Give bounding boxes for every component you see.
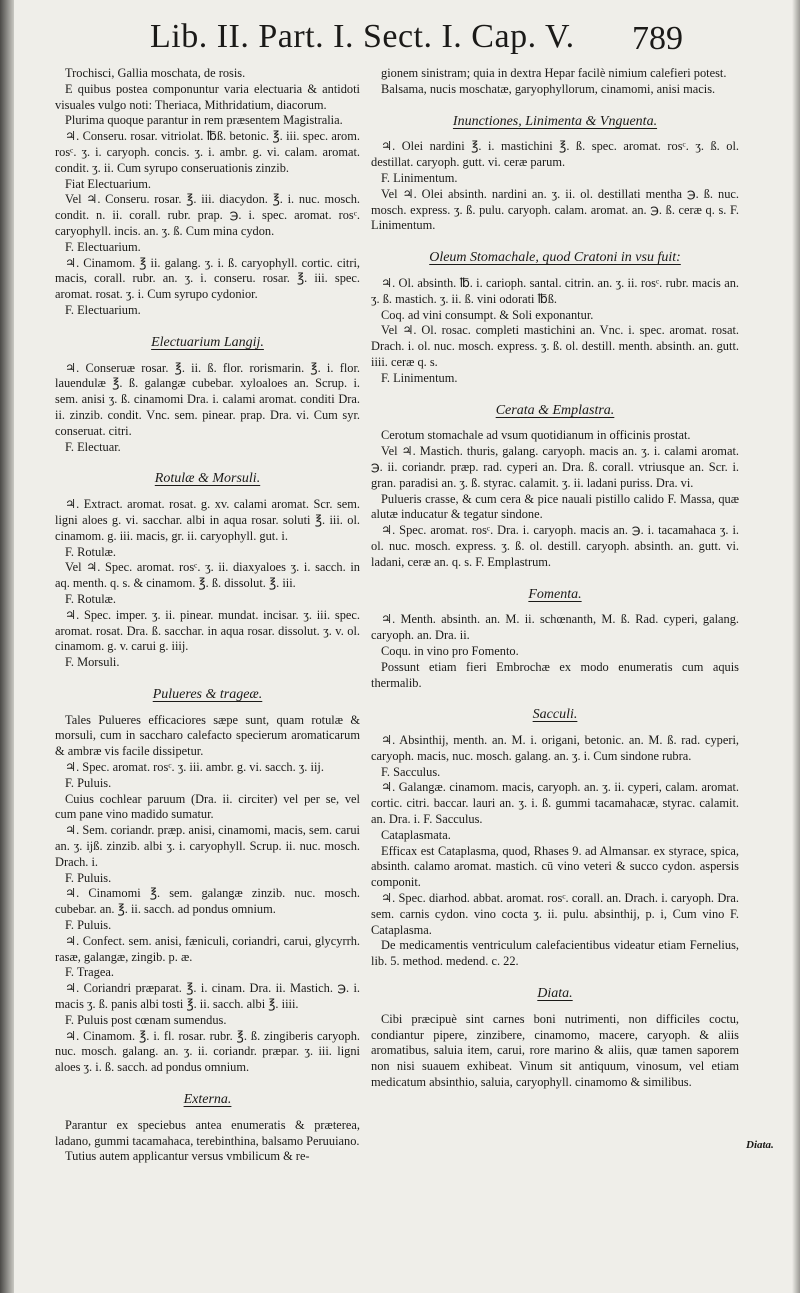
text-paragraph: F. Rotulæ. [65,544,116,559]
text-paragraph: ♃. Galangæ. cinamom. macis, caryoph. an. ʒ. ii. cyperi, calam. aromat. cortic. citri. baccar. lauri an. ʒ. i. ß. gummi tacamahacæ, styrac. calamit. an. Dra. i. F. Sacculus. [371,780,739,827]
section-heading-wrap [55,687,360,703]
text-paragraph: ♃. Spec. aromat. rosᶜ. Dra. i. caryoph. macis an. ℈. i. tacamahaca ʒ. i. ol. nuc. mosch. express. ʒ. ß. ol. destill. caryoph. absinth. an. gutt. vi. ladani, ceræ an. q. s. F. Emplastrum. [371,523,739,569]
text-paragraph: Tales Pulueres efficaciores sæpe sunt, quam rotulæ & morsuli, cum in saccharo calefacto specierum aromaticarum & ambræ vis facile dissipetur. [55,712,360,759]
text-paragraph: Cataplasmata. [381,827,451,842]
text-paragraph: ♃. Cinamomi ℥. sem. galangæ zinzib. nuc. mosch. cubebar. an. ℥. ii. sacch. ad pondus omnium. [55,886,360,917]
text-paragraph: Pulueris crasse, & cum cera & pice nauali pistillo calido F. Massa, quæ alutæ inducatur & tegatur sindone. [371,491,739,522]
text-paragraph: E quibus postea componuntur varia electuaria & antidoti visuales vulgo noti: Theriaca, Mithridatium, diacorum. [55,81,360,112]
text-paragraph: ♃. Ol. absinth. ℔. i. carioph. santal. citrin. an. ʒ. ii. rosᶜ. rubr. macis an. ʒ. ß. mastich. ʒ. ii. ß. vini odorati ℔ß. [371,275,739,306]
text-paragraph: Vel ♃. Mastich. thuris, galang. caryoph. macis an. ʒ. i. calami aromat. ℈. ii. coriandr. præp. rad. cyperi an. Dra. ß. corall. vtriusque an. Scr. i. gran. paradisi an. ʒ. ß. styrac. calamit. ʒ. ii. ladani puriss. Dra. vi. [371,444,739,490]
text-paragraph: Possunt etiam fieri Embrochæ ex modo enumeratis cum aquis thermalib. [371,659,739,690]
text-paragraph: ♃. Spec. aromat. rosᶜ. ʒ. iii. ambr. g. vi. sacch. ʒ. iij. [65,760,324,775]
text-paragraph: De medicamentis ventriculum calefacientibus videatur etiam Fernelius, lib. 5. method. medend. c. 22. [371,938,739,969]
text-paragraph: F. Electuarium. [65,302,141,317]
binding-shadow [0,0,14,1293]
text-paragraph: Parantur ex speciebus antea enumeratis & præterea, ladano, gummi tacamahaca, terebinthina, balsamo Peruuiano. [55,1117,360,1148]
text-paragraph: F. Puluis. [65,918,112,933]
text-paragraph: ♃. Conseruæ rosar. ℥. ii. ß. flor. rorismarin. ℥. i. flor. lauendulæ ℥. ß. galangæ cubebar. xyloaloes an. Scrup. i. sem. anisi ʒ. ß. cinamomi Dra. i. calami aromat. conditi Dra. ii. zinzib. condit. Vnc. sem. pinear. prap. Dra. vi. Cum syr. conseruat. citri. [55,360,360,438]
text-paragraph: Vel ♃. Conseru. rosar. ℥. iii. diacydon. ℥. i. nuc. mosch. condit. n. ii. corall. rubr. prap. ℈. i. spec. aromat. rosᶜ. caryophyll. incis. an. ʒ. ß. Cum mina cydon. [55,192,360,238]
text-paragraph: F. Morsuli. [65,655,120,670]
text-paragraph: ♃. Spec. diarhod. abbat. aromat. rosᶜ. corall. an. Drach. i. caryoph. Dra. sem. carnis cydon. vino cocta ʒ. ii. pulu. absinthij, p. i, Cum vino F. Cataplasma. [371,891,739,937]
text-paragraph: F. Sacculus. [381,764,441,779]
text-paragraph: Trochisci, Gallia moschata, de rosis. [65,66,246,80]
text-paragraph: Cuius cochlear paruum (Dra. ii. circiter) vel per se, vel cum pane vino madido sumatur. [55,791,360,822]
text-paragraph: F. Puluis. [65,870,112,885]
section-heading-wrap [55,335,360,351]
text-paragraph: ♃. Coriandri præparat. ℥. i. cinam. Dra. ii. Mastich. ℈. i. macis ʒ. ß. panis albi tosti ℥. ii. sacch. albi ℥. iiii. [55,981,360,1012]
text-paragraph: ♃. Cinamom. ℥. i. fl. rosar. rubr. ℥. ß. zingiberis caryoph. nuc. mosch. galang. an. ʒ. ii. coriandr. præpar. ʒ. iii. ligni aloes ʒ. i. ß. sacch. ad pondus omnium. [55,1028,360,1075]
section-heading-wrap [371,403,739,419]
text-paragraph: Coq. ad vini consumpt. & Soli exponantur. [381,307,594,322]
text-paragraph: Plurima quoque parantur in rem præsentem Magistralia. [65,113,343,128]
section-heading-wrap [371,114,739,130]
section-heading-wrap [371,986,739,1002]
text-paragraph: ♃. Sem. coriandr. præp. anisi, cinamomi, macis, sem. carui an. ʒ. ijß. zinzib. albi ʒ. i. caryophyll. Scrup. ii. nuc. mosch. Drach. i. [55,823,360,869]
text-paragraph: ♃. Menth. absinth. an. M. ii. schœnanth, M. ß. Rad. cyperi, galang. caryoph. an. Dra. ii. [371,612,739,643]
section-heading-wrap [371,250,739,266]
left-column [55,66,360,1165]
text-paragraph: F. Linimentum. [381,370,458,385]
section-heading-wrap [371,707,739,723]
text-paragraph: Tutius autem applicantur versus vmbilicum & re- [65,1149,310,1164]
text-paragraph: ♃. Spec. imper. ʒ. ii. pinear. mundat. incisar. ʒ. iii. spec. aromat. rosat. Dra. ß. sacchar. in aqua rosar. dissolut. ʒ. v. ol. cinamom. g. v. carui g. iiij. [55,607,360,654]
text-paragraph: F. Rotulæ. [65,591,116,606]
text-paragraph: ♃. Conseru. rosar. vitriolat. ℔ß. betonic. ℥. iii. spec. arom. rosᶜ. ʒ. i. caryoph. concis. ʒ. i. ambr. g. vi. calam. aromat. condit. ʒ. ii. Cum syrupo conseruationis zinzib. [55,129,360,175]
text-paragraph: F. Linimentum. [381,170,458,185]
section-heading: Diata. [537,986,573,1002]
text-paragraph: F. Puluis. [65,775,112,790]
section-heading: Fomenta. [528,586,582,602]
section-heading: Cerata & Emplastra. [495,402,615,418]
text-paragraph: Balsama, nucis moschatæ, garyophyllorum, cinamomi, anisi macis. [381,81,716,96]
text-paragraph: Fiat Electuarium. [65,176,152,191]
section-heading: Oleum Stomachale, quod Cratoni in vsu fuit: [429,250,681,266]
text-paragraph: Cibi præcipuè sint carnes boni nutrimenti, non difficiles coctu, condiantur pipere, zinzibere, cinamomo, macere, caryoph. & aliis aromatibus, saluia item, carui, rore marino & aliis, quæ tamen saporem non nisi suauem exhibeat. Vinum sit antiquum, vinosum, vel etiam medicatum absinthio, saluia, caryophyll. cinamomo & similibus. [371,1011,739,1090]
margin-note: Diata. [746,1139,774,1151]
edge-shadow [792,0,800,1293]
section-heading: Inunctiones, Linimenta & Vnguenta. [452,113,658,129]
section-heading-wrap [371,587,739,603]
text-paragraph: Vel ♃. Ol. rosac. completi mastichini an. Vnc. i. spec. aromat. rosat. Drach. i. ol. nuc. mosch. express. ʒ. ß. ol. destill. menth. absinth. an. gutt. iiii. ceræ q. s. [371,323,739,369]
text-paragraph: ♃. Olei nardini ℥. i. mastichini ℥. ß. spec. aromat. rosᶜ. ʒ. ß. ol. destillat. caryoph. gutt. vi. ceræ parum. [371,139,739,170]
text-paragraph: Vel ♃. Spec. aromat. rosᶜ. ʒ. ii. diaxyaloes ʒ. i. sacch. in aq. menth. q. s. & cinamom. ℥. ß. dissolut. ℥. iii. [55,560,360,591]
text-paragraph: Cerotum stomachale ad vsum quotidianum in officinis prostat. [381,428,691,443]
page-number: 789 [632,20,683,57]
text-paragraph: F. Puluis post cœnam sumendus. [65,1012,227,1027]
text-paragraph: F. Electuar. [65,439,121,454]
section-heading-wrap [55,1092,360,1108]
text-paragraph: ♃. Cinamom. ℥ ii. galang. ʒ. i. ß. caryophyll. cortic. citri, macis, corall. rubr. an. ʒ. i. conseru. rosar. ℥. iii. spec. aromat. rosat. ʒ. i. Cum syrupo cydonior. [55,255,360,302]
text-paragraph: F. Electuarium. [65,239,141,254]
text-paragraph: ♃. Confect. sem. anisi, fæniculi, coriandri, carui, glycyrrh. rasæ, galangæ, zingib. p. æ. [55,933,360,964]
section-heading: Electuarium Langij. [151,334,264,350]
text-paragraph: Efficax est Cataplasma, quod, Rhases 9. ad Almansar. ex styrace, spica, absinth. calamo aromat. mastich. cū vino veteri & succo cydon. aspersis componit. [371,843,739,890]
right-column [371,66,739,1091]
text-paragraph: Vel ♃. Olei absinth. nardini an. ʒ. ii. ol. destillati mentha ℈. ß. nuc. mosch. express. ʒ. ß. pulu. caryoph. calam. aromat. an. ℈. ß. ceræ q. s. F. Linimentum. [371,186,739,233]
running-header: Lib. II. Part. I. Sect. I. Cap. V. [150,18,575,55]
text-paragraph: ♃. Extract. aromat. rosat. g. xv. calami aromat. Scr. sem. ligni aloes g. vi. sacchar. albi in aqua rosar. soluti ℥. iii. ol. cinamom. g. iii. macis, gr. ii. caryophyll. gut. i. [55,497,360,543]
section-heading: Pulueres & trageæ. [152,686,263,702]
section-heading: Externa. [183,1092,232,1108]
section-heading: Sacculi. [532,707,578,723]
text-paragraph: ♃. Absinthij, menth. an. M. i. origani, betonic. an. M. ß. rad. cyperi, caryoph. macis, nuc. mosch. galang. an. ʒ. i. Cum sindone rubra. [371,733,739,763]
section-heading: Rotulæ & Morsuli. [154,471,261,487]
text-paragraph: Coqu. in vino pro Fomento. [381,643,519,658]
text-paragraph: gionem sinistram; quia in dextra Hepar facilè nimium calefieri potest. [381,66,727,80]
section-heading-wrap [55,471,360,487]
text-paragraph: F. Tragea. [65,965,114,980]
